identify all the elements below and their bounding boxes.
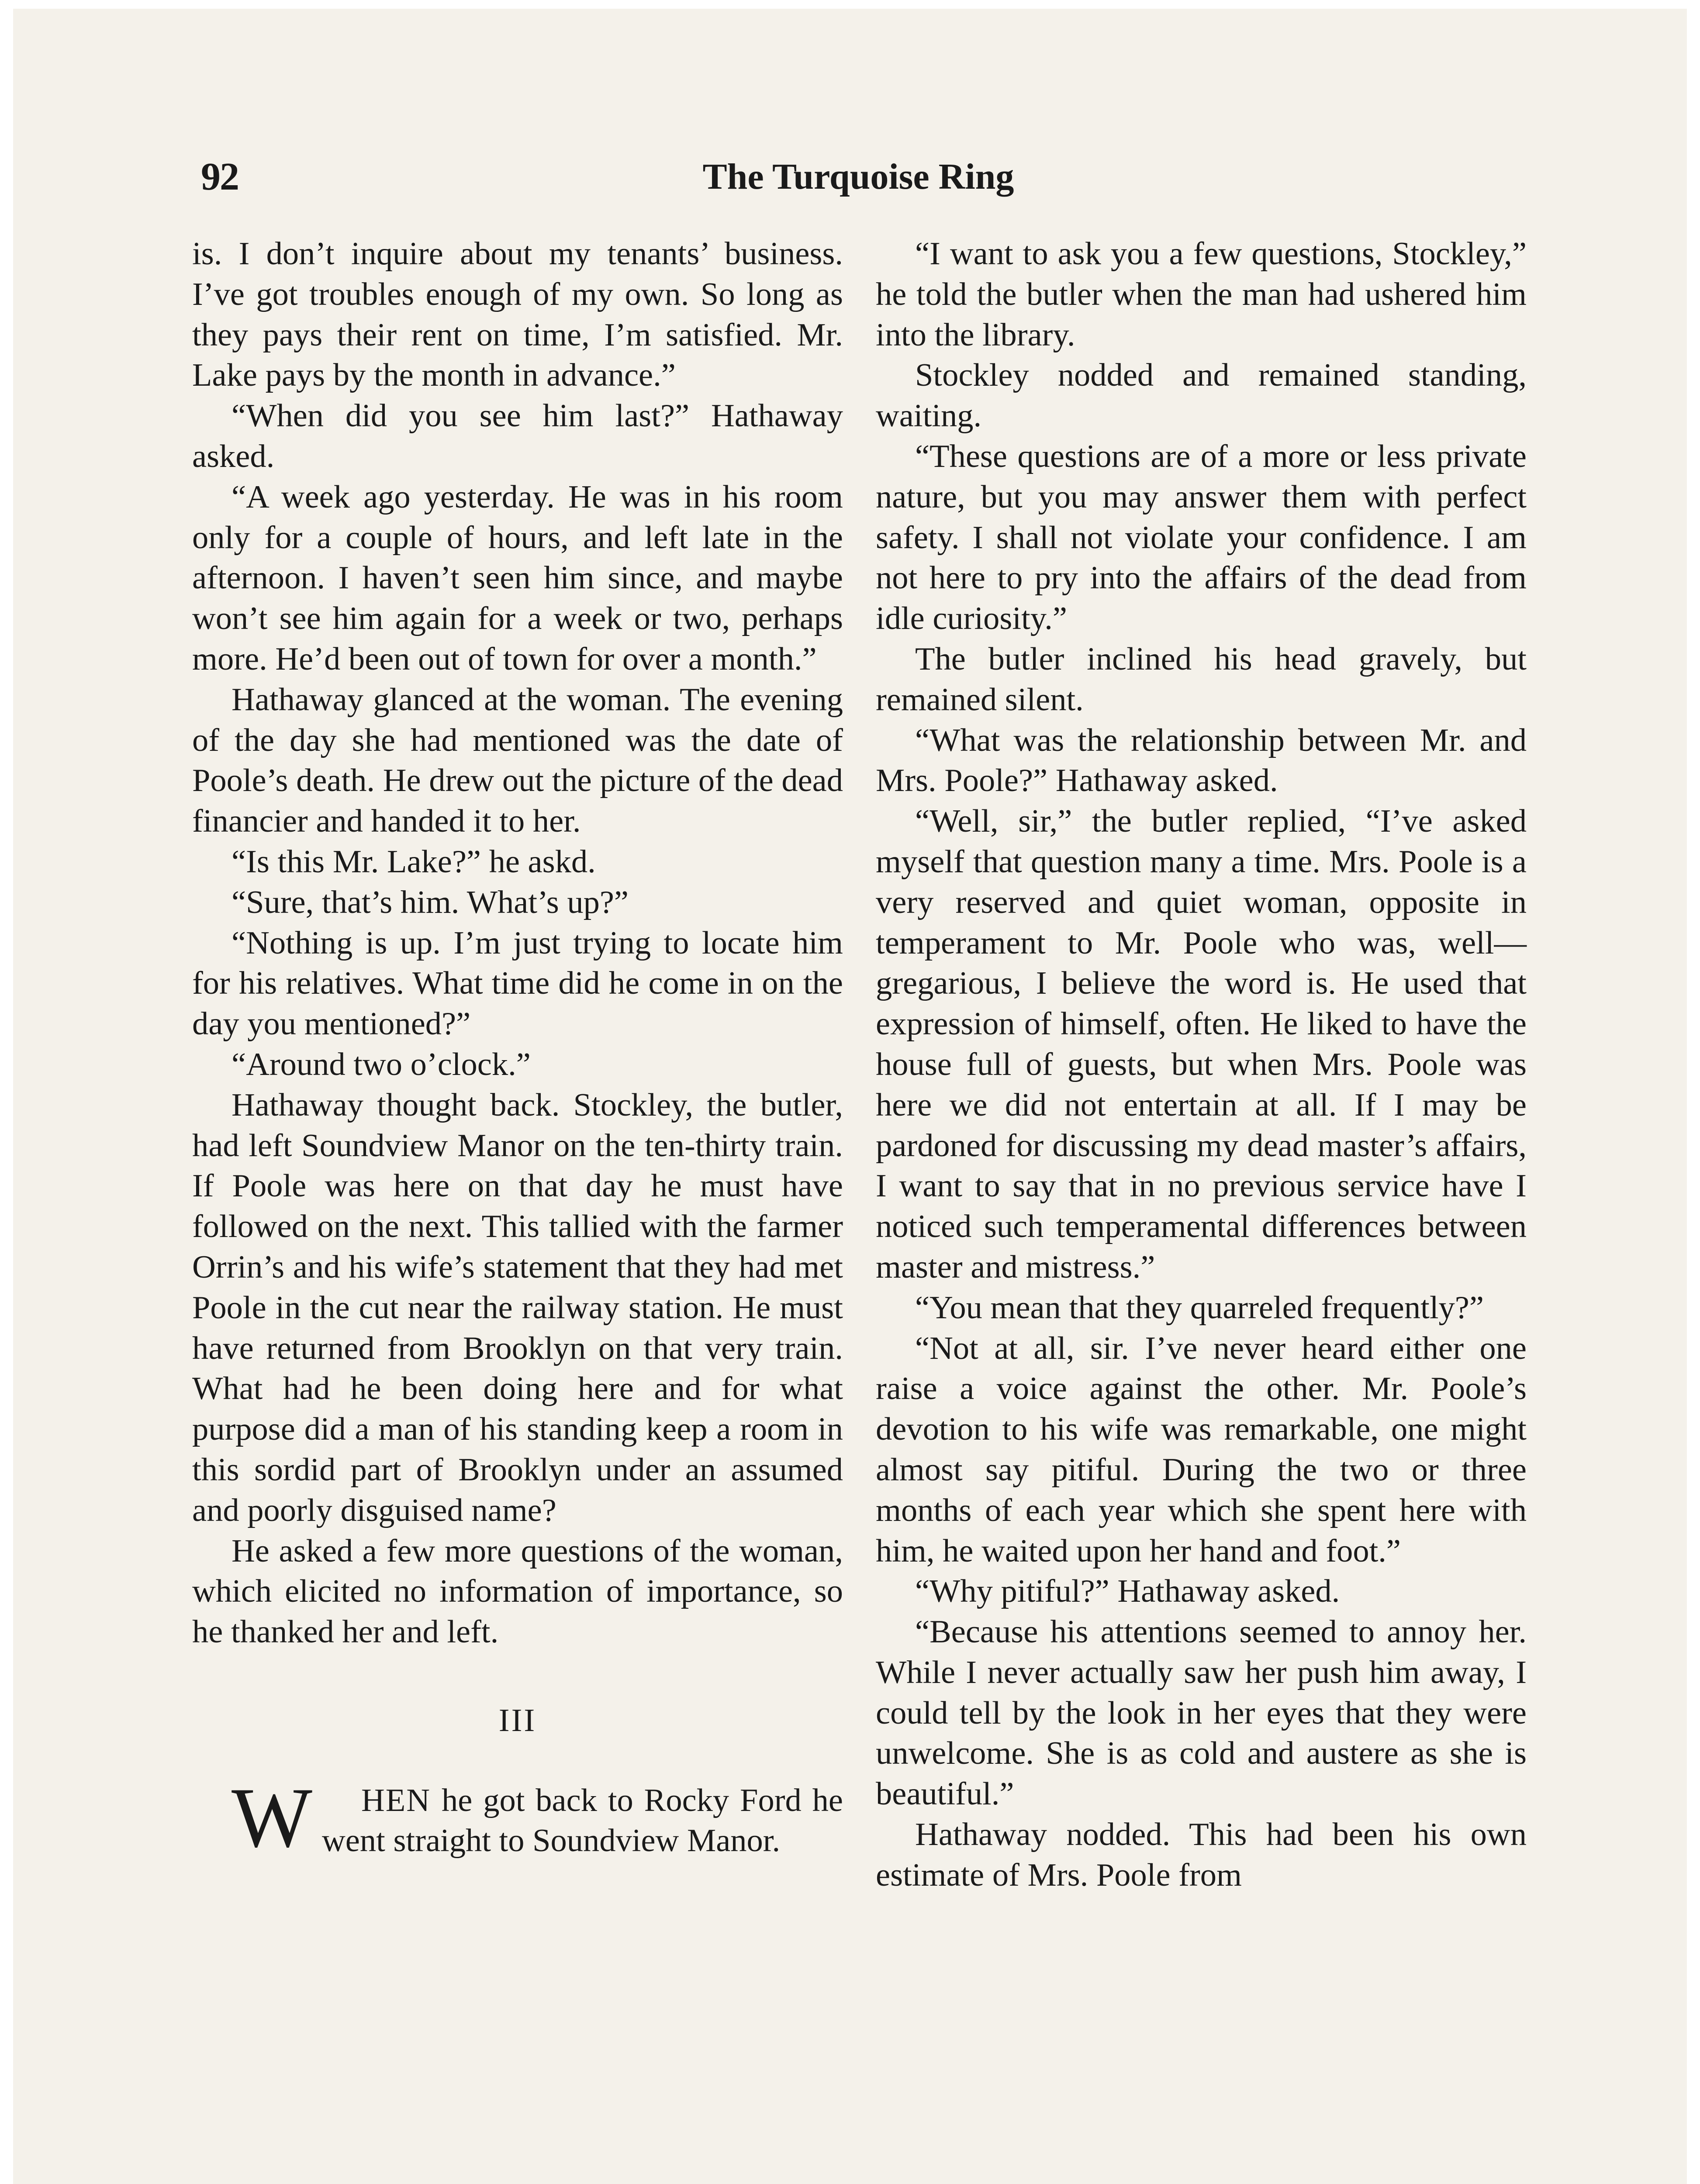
paragraph: “Nothing is up. I’m just trying to locate him for his relatives. What time did he come in on the day you mentioned?” [192,925,843,1042]
paragraph: He asked a few more questions of the woman, which elicited no information of importance, so he thanked her and left. [192,1533,843,1650]
paragraph: Hathaway nodded. This had been his own estimate of Mrs. Poole from [876,1817,1527,1893]
paragraph: “Because his attentions seemed to annoy her. While I never actually saw her push him away, I could tell by the look in her eyes that they were unwelcome. She is as cold and austere as she is beautiful.” [876,1614,1527,1812]
opening-smallcaps: HEN [361,1782,431,1818]
paragraph: “What was the relationship between Mr. and Mrs. Poole?” Hathaway asked. [876,722,1527,799]
paragraph: “Well, sir,” the butler replied, “I’ve asked myself that question many a time. Mrs. Poole is a very reserved and quiet woman, opposite in temperament to Mr. Poole who was, well—gregarious, I believe the word is. He used that expression of himself, often. He liked to have the house full of guests, but when Mrs. Poole was here we did not entertain at all. If I may be pardoned for discussing my dead master’s affairs, I want to say that in no previous service have I noticed such temperamental differences between master and mistress.” [876,803,1527,1285]
opening-text: he got back to Rocky Ford he went straight to Soundview Manor. [322,1782,843,1859]
paragraph: “These questions are of a more or less private nature, but you may answer them with perfect safety. I shall not violate your confidence. I am not here to pry into the affairs of the dead from idle curiosity.” [876,438,1527,637]
paragraph: “When did you see him last?” Hathaway asked. [192,398,843,474]
left-column [192,234,843,1865]
book-page [13,9,1687,2184]
paragraph: Stockley nodded and remained standing, waiting. [876,357,1527,434]
page-header [190,153,1527,210]
paragraph: Hathaway thought back. Stockley, the butler, had left Soundview Manor on the ten-thirty train. If Poole was here on that day he must have followed on the next. This tallied with the farmer Orrin’s and his wife’s statement that they had met Poole in the cut near the railway station. He must have returned from Brooklyn on that very train. What had he been doing here and for what purpose did a man of his standing keep a room in this sordid part of Brooklyn under an assumed and poorly disguised name? [192,1087,843,1528]
paragraph: “Why pitiful?” Hathaway asked. [915,1573,1340,1610]
paragraph: “Is this Mr. Lake?” he askd. [232,843,596,880]
paragraph: “Around two o’clock.” [232,1046,531,1082]
paragraph: “You mean that they quarreled frequently?” [915,1289,1484,1326]
page-number: 92 [201,155,238,198]
right-column [876,234,1527,1896]
paragraph: The butler inclined his head gravely, but remained silent. [876,641,1527,718]
paragraph: is. I don’t inquire about my tenants’ business. I’ve got troubles enough of my own. So long as they pays their rent on time, I’m satisfied. Mr. Lake pays by the month in advance.” [192,236,843,394]
paragraph: “Sure, that’s him. What’s up?” [232,884,629,920]
paragraph: “A week ago yesterday. He was in his room only for a couple of hours, and left late in the afternoon. I haven’t seen him since, and maybe won’t see him again for a week or two, perhaps more. He’d been out of town for over a month.” [192,479,843,677]
section-heading: III [498,1702,537,1738]
section-opening-paragraph [192,1770,843,1865]
paragraph: Hathaway glanced at the woman. The evening of the day she had mentioned was the date of Poole’s death. He drew out the picture of the dead financier and handed it to her. [192,681,843,840]
paragraph: “I want to ask you a few questions, Stockley,” he told the butler when the man had ushered him into the library. [876,236,1527,353]
drop-cap: W [232,1770,312,1865]
running-title: The Turquoise Ring [702,156,1014,197]
paragraph: “Not at all, sir. I’ve never heard either one raise a voice against the other. Mr. Poole’s devotion to his wife was remarkable, one might almost say pitiful. During the two or three months of each year which she spent here with him, he waited upon her hand and foot.” [876,1330,1527,1569]
